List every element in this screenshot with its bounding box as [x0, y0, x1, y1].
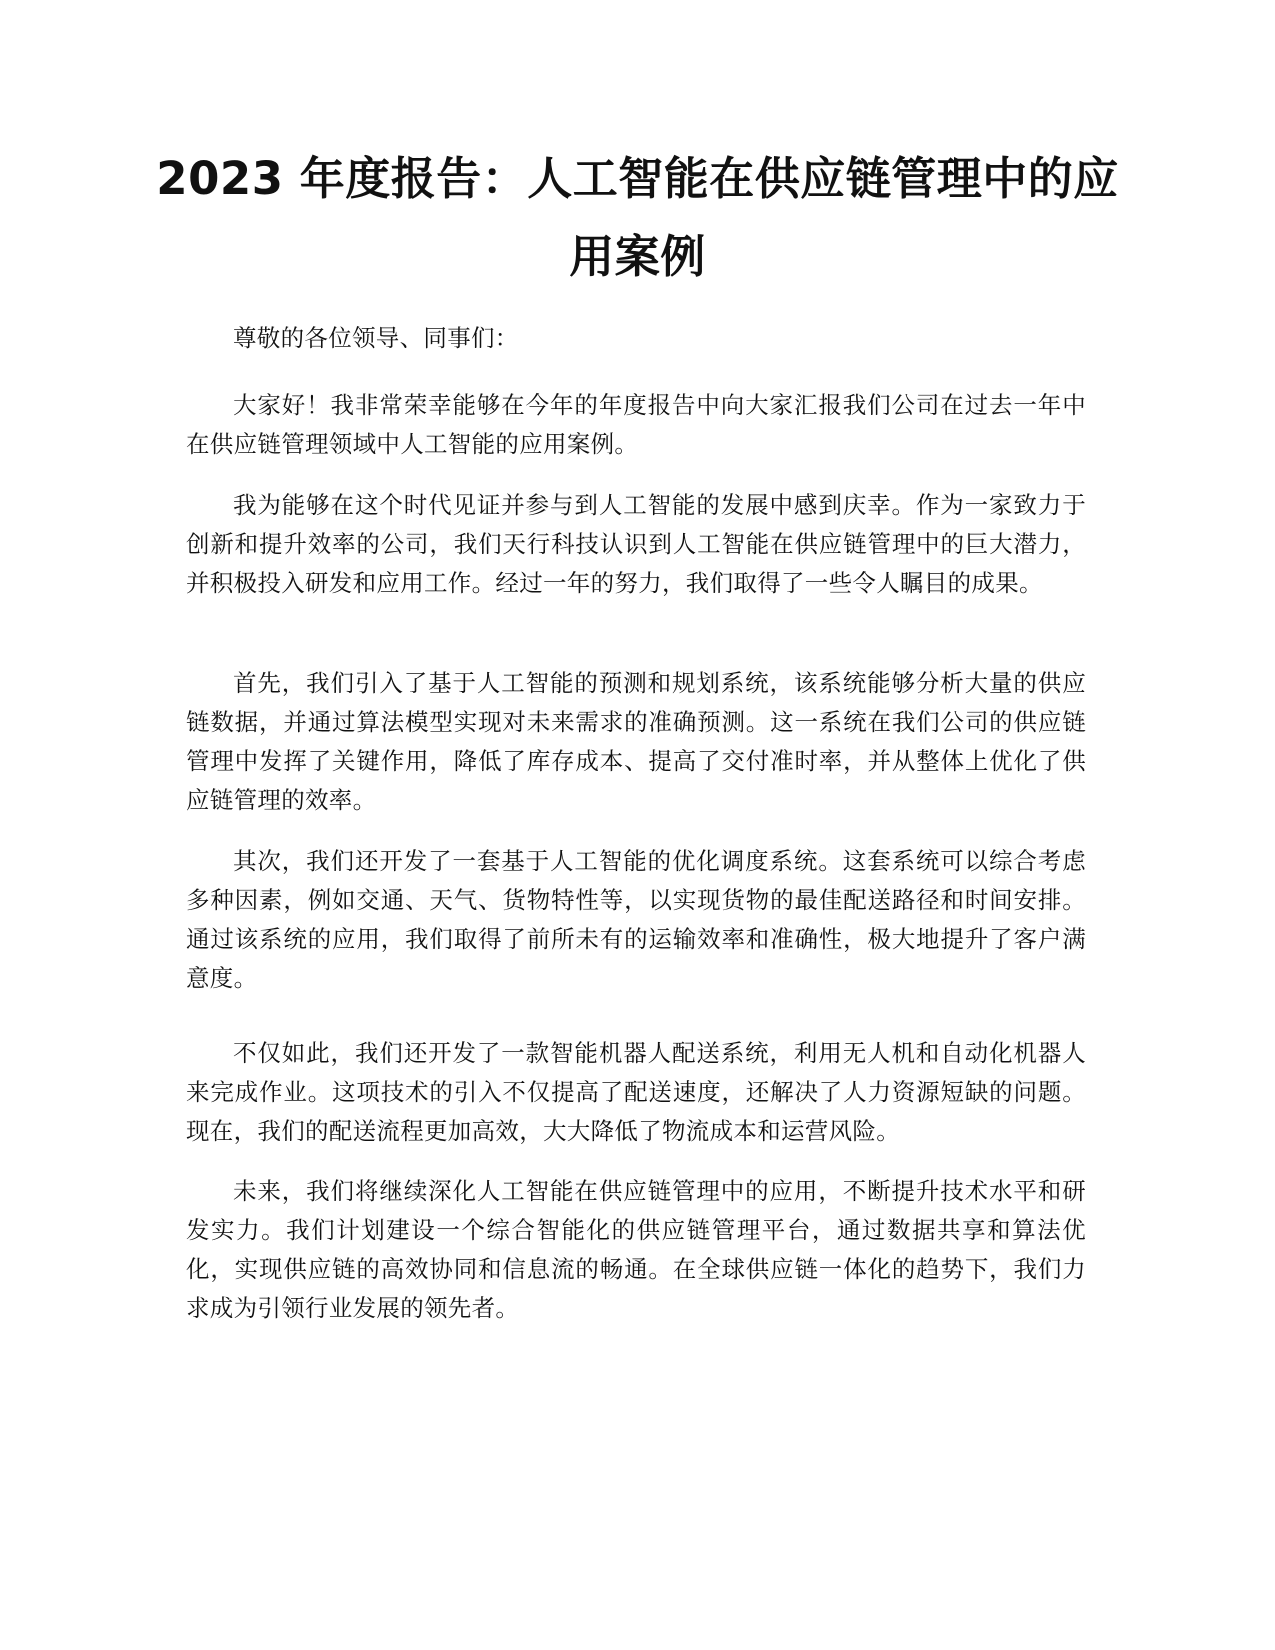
paragraph-vision: 我为能够在这个时代见证并参与到人工智能的发展中感到庆幸。作为一家致力于创新和提升效率的公司，我们天行科技认识到人工智能在供应链管理中的巨大潜力，并积极投入研发和应用工作。经过一年的努力，我们取得了一些令人瞩目的成果。 — [186, 491, 1086, 597]
paragraph-robot-delivery: 不仅如此，我们还开发了一款智能机器人配送系统，利用无人机和自动化机器人来完成作业。这项技术的引入不仅提高了配送速度，还解决了人力资源短缺的问题。现在，我们的配送流程更加高效，大大降低了物流成本和运营风险。 — [186, 1039, 1086, 1145]
paragraph-intro: 大家好！我非常荣幸能够在今年的年度报告中向大家汇报我们公司在过去一年中在供应链管理领域中人工智能的应用案例。 — [186, 391, 1086, 458]
document-title: 2023 年度报告：人工智能在供应链管理中的应用案例 — [156, 152, 1119, 283]
paragraph-future-plans: 未来，我们将继续深化人工智能在供应链管理中的应用，不断提升技术水平和研发实力。我们计划建设一个综合智能化的供应链管理平台，通过数据共享和算法优化，实现供应链的高效协同和信息流的畅通。在全球供应链一体化的趋势下，我们力求成为引领行业发展的领先者。 — [186, 1177, 1086, 1322]
paragraph-forecast-system: 首先，我们引入了基于人工智能的预测和规划系统，该系统能够分析大量的供应链数据，并通过算法模型实现对未来需求的准确预测。这一系统在我们公司的供应链管理中发挥了关键作用，降低了库存成本、提高了交付准时率，并从整体上优化了供应链管理的效率。 — [186, 669, 1086, 814]
greeting-line: 尊敬的各位领导、同事们： — [233, 324, 519, 352]
paragraph-scheduling-system: 其次，我们还开发了一套基于人工智能的优化调度系统。这套系统可以综合考虑多种因素，例如交通、天气、货物特性等，以实现货物的最佳配送路径和时间安排。通过该系统的应用，我们取得了前所未有的运输效率和准确性，极大地提升了客户满意度。 — [186, 847, 1086, 992]
